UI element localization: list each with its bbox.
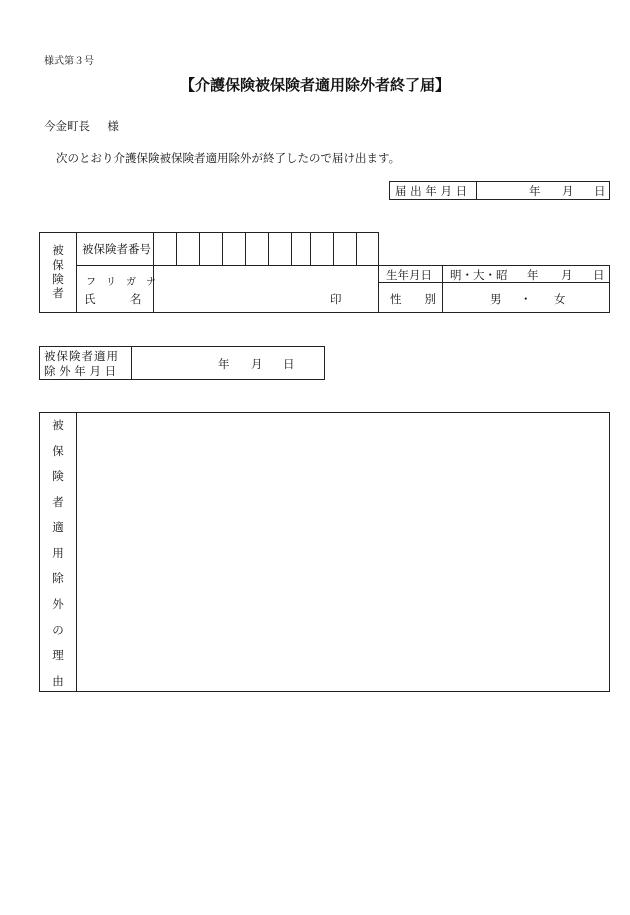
reason-side-char: 適 bbox=[52, 520, 64, 535]
form-number: 様式第３号 bbox=[44, 56, 94, 67]
insured-side-label bbox=[40, 236, 76, 308]
exclusion-end-month: 月 bbox=[251, 357, 263, 371]
addressee-mayor: 今金町長 bbox=[44, 119, 90, 133]
reason-box bbox=[39, 412, 610, 692]
reason-side-char: 者 bbox=[52, 494, 64, 509]
insured-side-char: 被 bbox=[52, 243, 64, 258]
insured-side-char: 保 bbox=[52, 257, 64, 272]
reason-side-char: 保 bbox=[52, 443, 64, 458]
birthdate-label: 生年月日 bbox=[386, 268, 432, 282]
birth-year: 年 bbox=[527, 268, 539, 282]
birth-day: 日 bbox=[593, 268, 605, 282]
sex-separator: ・ bbox=[520, 292, 532, 306]
reason-side-char: 用 bbox=[52, 545, 64, 560]
exclusion-end-label-1: 被保険者適用 bbox=[44, 349, 119, 363]
reason-side-char: 外 bbox=[52, 596, 64, 611]
insured-number-label: 被保険者番号 bbox=[82, 242, 151, 256]
sex-male: 男 bbox=[490, 292, 502, 306]
sex-label: 性 別 bbox=[390, 292, 436, 306]
birth-month: 月 bbox=[561, 268, 573, 282]
reason-side-char: 除 bbox=[52, 571, 64, 586]
reason-side-char: 由 bbox=[52, 673, 64, 688]
seal-mark: 印 bbox=[330, 292, 342, 306]
filing-date-label: 届 出 年 月 日 bbox=[395, 184, 468, 198]
page-title: 【介護保険被保険者適用除外者終了届】 bbox=[179, 76, 450, 94]
exclusion-end-day: 日 bbox=[283, 357, 295, 371]
exclusion-end-year: 年 bbox=[218, 357, 230, 371]
intro-text: 次のとおり介護保険被保険者適用除外が終了したので届け出ます。 bbox=[56, 151, 401, 165]
filing-date-year: 年 bbox=[529, 184, 541, 198]
addressee-honorific: 様 bbox=[107, 119, 119, 133]
insured-side-char: 険 bbox=[52, 272, 64, 286]
reason-side-char: 険 bbox=[52, 469, 64, 484]
reason-side-char: 理 bbox=[52, 648, 64, 663]
exclusion-end-label-2: 除 外 年 月 日 bbox=[44, 364, 117, 378]
addressee bbox=[44, 118, 119, 134]
reason-side-char: 被 bbox=[52, 418, 64, 432]
furigana-label: フ リ ガ ナ bbox=[86, 277, 156, 288]
filing-date-month: 月 bbox=[562, 184, 574, 198]
reason-side-label bbox=[40, 418, 76, 688]
filing-date-day: 日 bbox=[594, 184, 606, 198]
insured-side-char: 者 bbox=[52, 286, 64, 301]
name-label: 氏 名 bbox=[84, 292, 142, 306]
era-options: 明・大・昭 bbox=[450, 268, 508, 282]
reason-side-char: の bbox=[52, 622, 64, 637]
sex-female: 女 bbox=[554, 292, 566, 306]
